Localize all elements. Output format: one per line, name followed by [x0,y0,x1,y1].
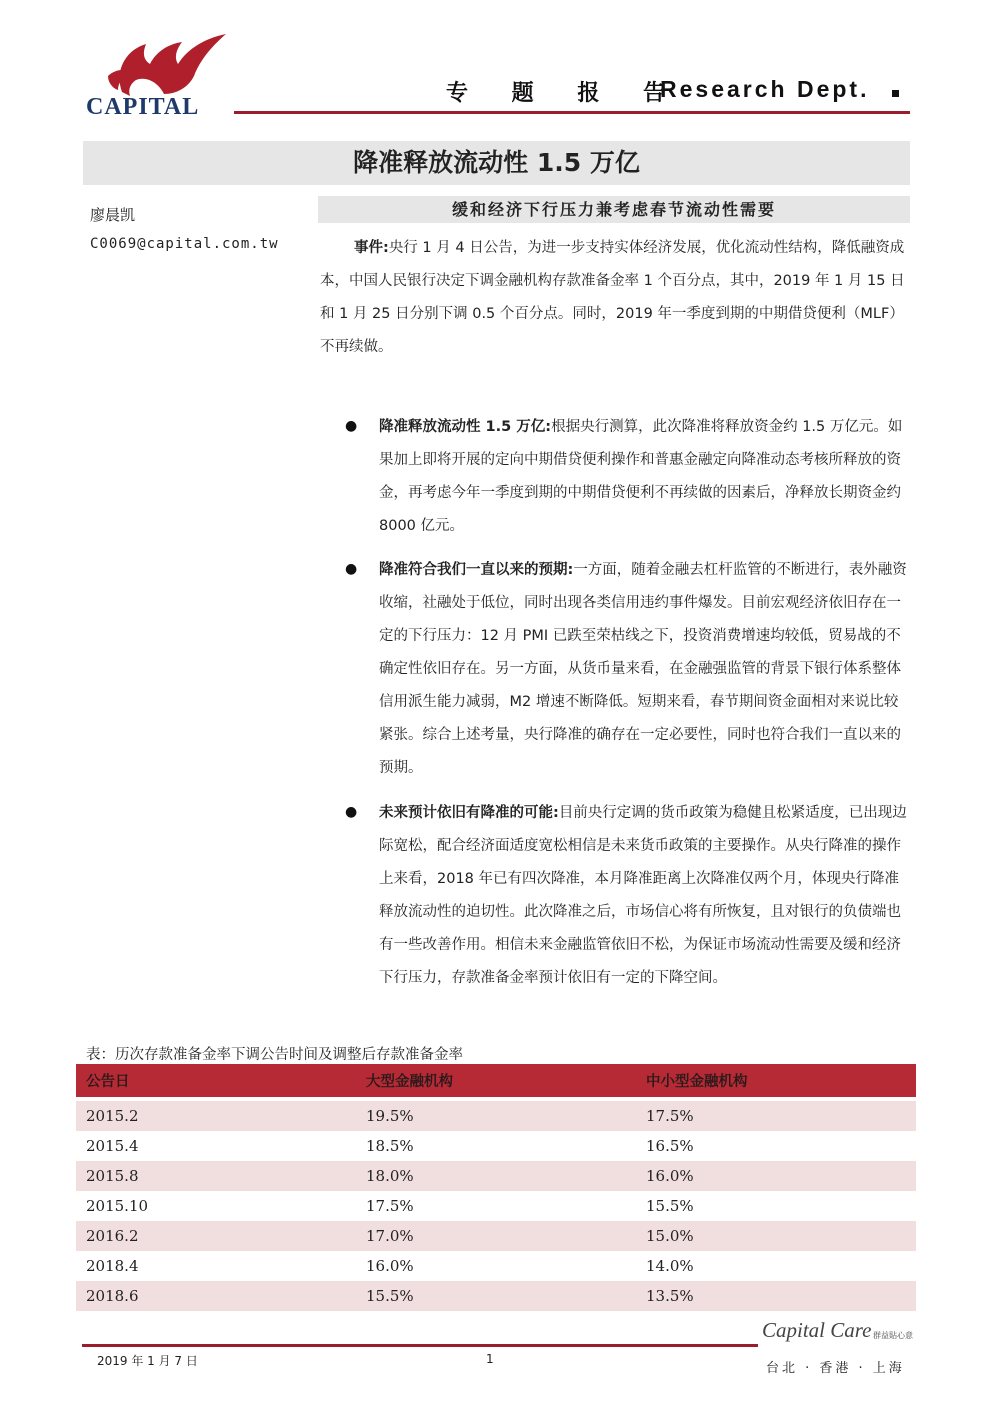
page-subtitle: 缓和经济下行压力兼考虑春节流动性需要 [451,200,776,219]
page-title: 降准释放流动性 1.5 万亿 [353,148,640,177]
bullet-paragraph [379,554,911,785]
table-cell-small: 13.5% [646,1287,694,1305]
bullet-paragraph [379,797,911,995]
table-row [76,1281,916,1311]
table-row [76,1251,916,1281]
table-header-large: 大型金融机构 [366,1074,453,1090]
event-label: 事件: [354,240,389,256]
table-cell-large: 17.5% [366,1197,414,1215]
bullet-dot: ● [345,804,358,820]
table-cell-small: 15.0% [646,1227,694,1245]
table-cell-small: 16.0% [646,1167,694,1185]
bullet-title: 未来预计依旧有降准的可能: [379,805,559,821]
bullet-title: 降准符合我们一直以来的预期: [379,562,574,578]
table-cell-small: 14.0% [646,1257,694,1275]
table-header-row [76,1064,916,1097]
table-header-small: 中小型金融机构 [646,1074,748,1090]
table-row [76,1101,916,1131]
table-header-date: 公告日 [86,1074,130,1090]
footer-cities: 台北 · 香港 · 上海 [766,1361,905,1376]
table-cell-date: 2015.10 [86,1197,149,1215]
author-email[interactable]: C0069@capital.com.tw [90,236,279,252]
table-cell-small: 16.5% [646,1137,694,1155]
footer-date: 2019 年 1 月 7 日 [97,1354,198,1368]
table-cell-date: 2018.6 [86,1287,139,1305]
table-row [76,1161,916,1191]
table-cell-large: 19.5% [366,1107,414,1125]
bullet-text: 根据央行测算，此次降准将释放资金约 1.5 万亿元。如果加上即将开展的定向中期借贷便利操作和普惠金融定向降准动态考核所释放的资金，再考虑今年一季度到期的中期借贷便利不再续做的因素后，净释放长期资金约 8000 亿元。 [379,419,903,534]
bullet-dot: ● [345,418,358,434]
bullet-title: 降准释放流动性 1.5 万亿: [379,419,552,435]
table-cell-date: 2016.2 [86,1227,139,1245]
header-square-mark [892,90,899,97]
research-dept: Research Dept. [660,76,870,102]
table-cell-large: 18.5% [366,1137,414,1155]
bullet-text: 目前央行定调的货币政策为稳健且松紧适度，已出现边际宽松，配合经济面适度宽松相信是未来货币政策的主要操作。从央行降准的操作上来看，2018 年已有四次降准，本月降准距离上次降准仅两个月，体现央行降准释放流动性的迫切性。此次降准之后，市场信心将有所恢复，且对银行的负债端也有一些改善作用。相信未来金融监管依旧不松，为保证市场流动性需要及缓和经济下行压力，存款准备金率预计依旧有一定的下降空间。 [379,805,907,986]
table-cell-date: 2015.8 [86,1167,139,1185]
author-name: 廖晨凯 [90,206,136,224]
table-row [76,1221,916,1251]
table-row [76,1131,916,1161]
footer-divider [82,1344,758,1347]
table-cell-small: 17.5% [646,1107,694,1125]
page-number: 1 [486,1352,494,1366]
table-cell-date: 2015.2 [86,1107,139,1125]
bullet-dot: ● [345,561,358,577]
bullet-text: 一方面，随着金融去杠杆监管的不断进行，表外融资收缩，社融处于低位，同时出现各类信用违约事件爆发。目前宏观经济依旧存在一定的下行压力：12 月 PMI 已跌至荣枯线之下，投资消费增速均较低，贸易战的不确定性依旧存在。另一方面，从货币量来看，在金融强监管的背景下银行体系整体信用派生能力减弱，M2 增速不断降低。短期来看，春节期间资金面相对来说比较紧张。综合上述考量，央行降准的确存在一定必要性，同时也符合我们一直以来的预期。 [379,562,907,776]
table-cell-large: 17.0% [366,1227,414,1245]
event-text: 央行 1 月 4 日公告，为进一步支持实体经济发展，优化流动性结构，降低融资成本，中国人民银行决定下调金融机构存款准备金率 1 个百分点，其中，2019 年 1 月 15 日和 1 月 25 日分别下调 0.5 个百分点。同时，2019 年一季度到期的中期借贷便利（MLF）不再续做。 [320,240,905,355]
capital-care-logo: Capital Care [762,1318,872,1342]
table-caption: 表：历次存款准备金率下调公告时间及调整后存款准备金率 [86,1047,463,1063]
table-cell-large: 16.0% [366,1257,414,1275]
logo-wordmark: CAPITAL [86,94,200,120]
report-type: 专 题 报 告 [446,81,683,106]
table-cell-large: 15.5% [366,1287,414,1305]
table-cell-small: 15.5% [646,1197,694,1215]
table-cell-large: 18.0% [366,1167,414,1185]
capital-care-slogan: 群益貼心意 [873,1331,913,1340]
table-cell-date: 2015.4 [86,1137,139,1155]
table-cell-date: 2018.4 [86,1257,139,1275]
table-row [76,1191,916,1221]
header-divider [234,111,910,114]
bullet-paragraph [379,411,911,543]
event-paragraph [320,232,912,364]
